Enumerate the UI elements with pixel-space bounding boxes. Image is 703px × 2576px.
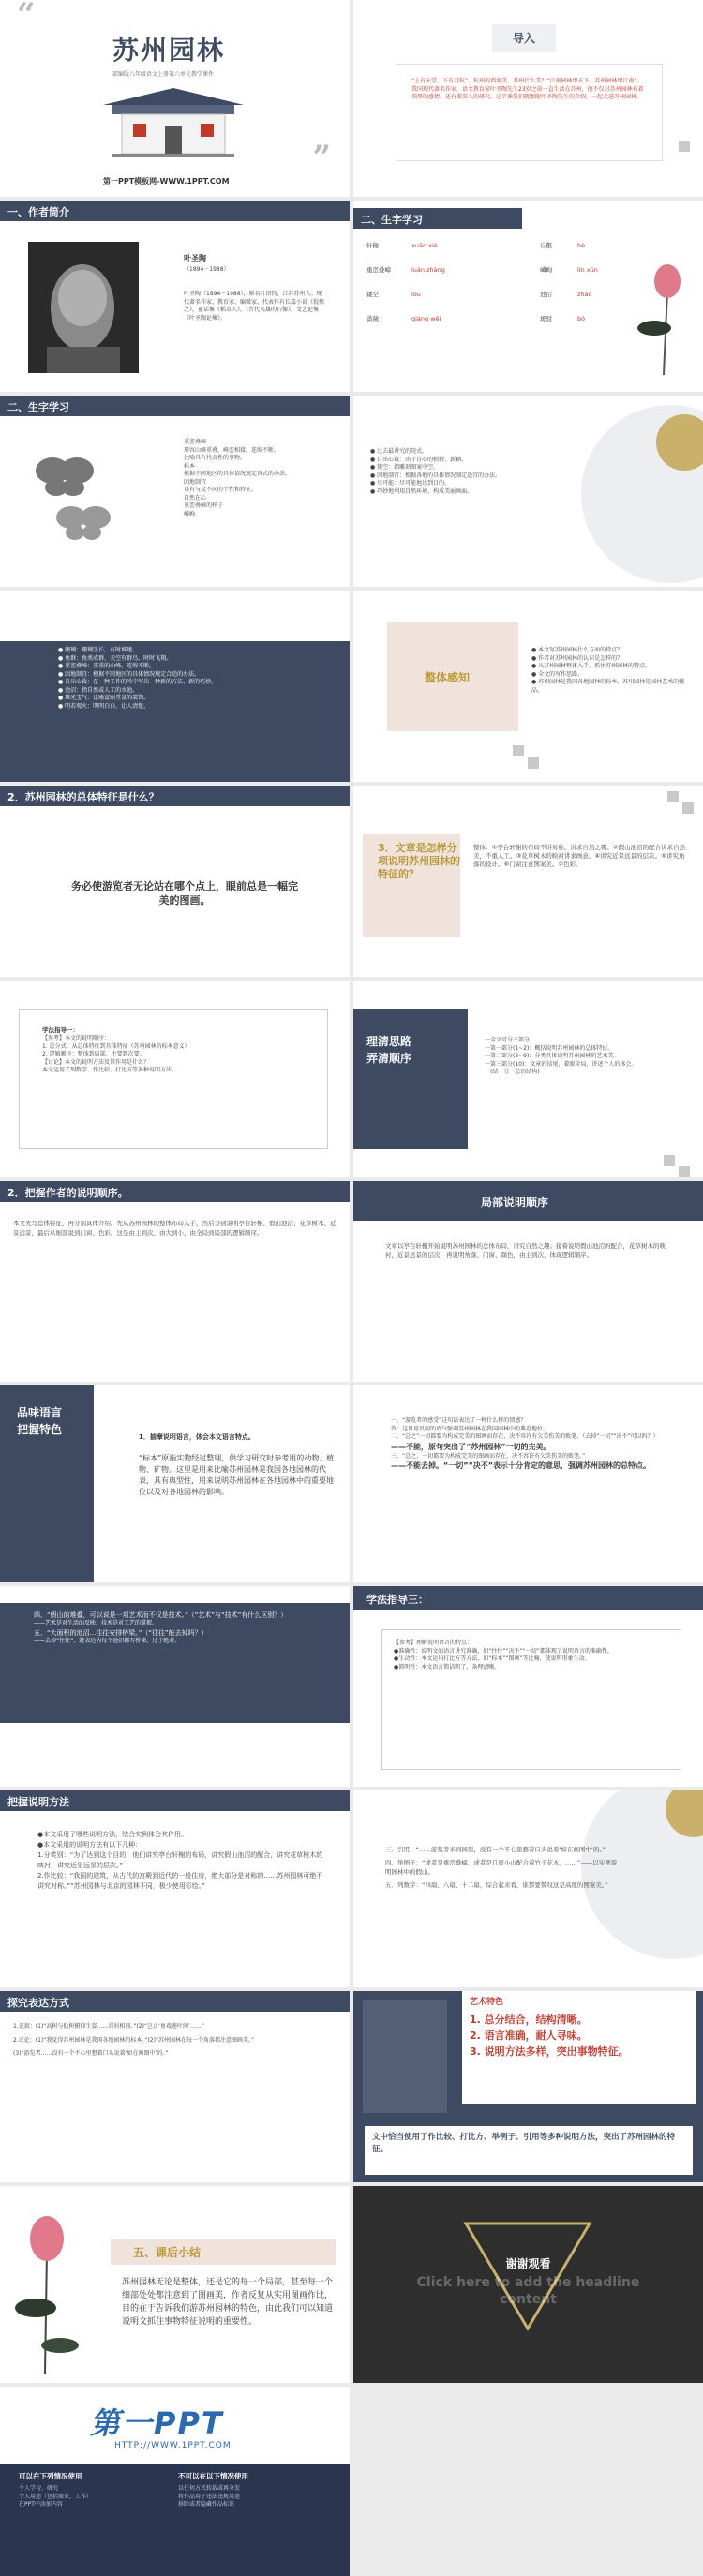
methods-line: ●本文采用了哪些说明方法，结合实例体会其作用。: [37, 1831, 188, 1838]
slide-summary: [0, 2186, 350, 2383]
deco-square: [667, 791, 679, 802]
language3-line: 四、“假山的堆叠，可以说是一项艺术而不仅是技术。”（“艺术”与“技术”有什么区别？）: [34, 1611, 288, 1619]
vocab2-header: 二、生字学习: [0, 396, 350, 416]
slide-order: [0, 1181, 350, 1382]
quote-open-icon: “: [17, 0, 36, 34]
vocab2-line: 自然在心: [184, 494, 207, 502]
explain-line: ● 过去最讲究的院式。: [370, 448, 428, 455]
language-question: 1．揣摩说明语言，体会本文语言特点。: [139, 1433, 255, 1441]
explain2-line: ● 因地制宜：根据不同地区的具体情况规定合适的办法。: [58, 670, 201, 678]
license-left-item: 个人学习、研究: [19, 2485, 59, 2492]
structure-line: 一全文可分三部分。: [485, 1037, 536, 1043]
deco-square: [513, 745, 524, 756]
method3-line: ●简明性：本文语言简洁明了，条理清晰。: [394, 1663, 501, 1670]
slide-overview: [353, 591, 703, 782]
deco-square: [679, 1166, 690, 1177]
deco-square: [664, 1155, 675, 1166]
expression-header: 探究表达方式: [0, 1991, 350, 2012]
overview-q1: ● 本文写苏州园林什么方面的特点？: [531, 647, 623, 653]
word-4-pinyin: lín xún: [577, 266, 598, 274]
slide-feature-detail: [353, 786, 703, 977]
vocab2-lines: [184, 439, 334, 518]
word-7: 蔷薇: [366, 315, 379, 322]
slide-art-features: [353, 1991, 703, 2182]
method1-line: 1. 总分式：从总体特征到具体特征（苏州园林的标本意义）: [42, 1042, 190, 1050]
word-7-pinyin: qiáng wēi: [411, 315, 441, 322]
method3-line: ●准确性：说明文的语言讲究准确，如“往往”“决不”“一切”都体现了说明语言的准确性。: [394, 1647, 613, 1655]
word-6-pinyin: zhǎo: [577, 291, 592, 298]
art-title: 艺术特色: [470, 1998, 504, 2007]
language2-line: ——不能，原句突出了“苏州园林”一切的完美。: [391, 1442, 551, 1451]
thanks-text: 谢谢观看: [505, 2257, 551, 2270]
local-order-text: 文章以亭台轩榭开始说明苏州园林的总体布局，讲究自然之趣；接着说明假山池沼的配合，花草树木的映衬，近景远景的层次，再说明角落、门窗、颜色，由主到次，体现逻辑顺序。: [385, 1242, 666, 1259]
slide-explain-methods: [0, 1790, 350, 1987]
summary-title: 五、课后小结: [133, 2246, 202, 2259]
method3-line: ●生动性：本文运用打比方等方法，如“标本”“图画”等比喻，使说明形象生动。: [394, 1655, 591, 1662]
vocab2-line: 重峦叠嶂: [184, 439, 207, 445]
slide-local-order: [353, 1181, 703, 1382]
explain-line: ● 因地制宜：根据各地的具体情况制定适宜的办法。: [370, 472, 501, 479]
methods-line: 1.分类别：“为了达到这个目的，他们讲究亭台轩榭的布局，讲究假山池沼的配合，讲究花草树木的映衬，讲究近景远景的层次。”: [37, 1851, 323, 1869]
lotus-illustration: [636, 253, 696, 375]
explain-line: ● 巧妙地利用自然环境，构成美丽画面。: [370, 487, 473, 495]
slide-language: [0, 1385, 350, 1582]
vocab2-line: 因地制宜: [184, 478, 207, 486]
slide-vocab-explain: [353, 396, 703, 587]
art-point: 2. 语言准确，耐人寻味。: [470, 2029, 588, 2042]
method1-line: 本文运用了列数字、作比较、打比方等多种说明方法。: [42, 1067, 178, 1073]
summary-text: 苏州园林无论是整体，还是它的每一个局部，甚至每一个细部处处都注意到了图画美，作者反复从实用图画作比，目的在于告诉我们游苏州园林的特色，由此我们可以知道说明文抓住事物特征说明的重要性。: [122, 2278, 334, 2327]
methods-line: 2.作比较：“我国的建筑，从古代的宫殿到近代的一般住房，绝大部分是对称的……苏州园林可绝不讲究对称。”“苏州园林与北京的园林不同，极少使用彩绘。”: [37, 1872, 323, 1890]
language2-list: [391, 1417, 663, 1472]
language3-line: 五、“大面积的池沼...往往安排桥梁。”（“往往”能去掉吗？）: [34, 1628, 208, 1637]
license-right-item: 以任何方式转载或再分发: [178, 2485, 241, 2492]
structure-line: 一第三部分(10)：文章的结尾，着眼全局，讲述个人的体会。: [485, 1060, 637, 1068]
language3-line: ——去掉“往往”，就表达为每个池沼都有桥梁，过于绝对。: [34, 1637, 181, 1644]
vocab-header: 二、生字学习: [353, 208, 522, 229]
language2-line: 答：这里用反问的语气强调苏州园林在我国园林中的典范地位。: [391, 1425, 549, 1432]
explain-line: ● 自出心裁：出于自心的独特、新颖。: [370, 456, 468, 463]
slide-method-1: [0, 981, 350, 1177]
author-bio: 叶圣陶（1894－1988），原名叶绍钧，江苏苏州人。现代著名作家、教育家、编辑家、代表作有长篇小说《倪焕之》，童话集《稻草人》，《古代英雄的石像》，文艺论集《叶圣陶论集》。: [184, 291, 325, 322]
slide-method-3: [353, 1586, 703, 1787]
methods2-line: 三．引用：“……游览者来到园里，没有一个不心里想着口头说着‘如在画图中’的。”: [385, 1846, 606, 1853]
language2-line: ——不能去掉。“一切”“决不”表示十分肯定的意思，强调苏州园林的总特点。: [391, 1461, 651, 1470]
expression-line: 1.记叙：(1)“高树与低树俯仰生姿……岩屑相间。”(2)“岂止‘鱼戏莲叶间’……”: [13, 2023, 204, 2029]
language-answer: “标本”原指实物经过整理，供学习研究时参考用的动物、植物、矿物。这里是用来比喻苏州园林是我国各地园林的代表，具有典型性，用来说明苏州园林在各地园林中的重要地位以及对各地园林的影响。: [139, 1454, 335, 1496]
slide-expression: [0, 1991, 350, 2182]
logo-text: 第一PPT: [90, 2405, 224, 2441]
intro-box: [396, 64, 663, 161]
feature-text: 务必使游览者无论站在哪个点上，眼前总是一幅完美的图画。: [71, 880, 298, 906]
overview-list: [531, 647, 693, 695]
order-header: 2．把握作者的说明顺序。: [0, 1181, 350, 1202]
lotus-illustration: [7, 2205, 92, 2374]
structure-line: 一(结一分一总的结构): [485, 1069, 540, 1075]
word-5: 镂空: [366, 291, 379, 298]
method1-line: 【讨论】本文的说明方法及其作用是什么？: [42, 1058, 150, 1066]
slide-vocab: [353, 201, 703, 392]
explain-line: ● 尽可能：尽可能地达到目的。: [370, 480, 451, 487]
overview-a2: ● 全文的写作思路。: [531, 670, 584, 678]
vocab2-line: 比喻具有代表性的事物。: [184, 455, 247, 461]
vocab2-line: 重峦叠嶂的样子: [184, 502, 224, 509]
word-6: 池沼: [540, 291, 552, 298]
license-left-item: 个人用途（包括商业、工作）: [19, 2493, 93, 2500]
thanks-subtext: Click here to add the headline content: [416, 2275, 640, 2307]
art-points: [470, 2012, 629, 2059]
slide-vocab-explain-2: [0, 591, 350, 782]
explain2-line: ● 鱼群：鱼类成群，天空有群鸟，时时飞翔。: [58, 654, 172, 662]
language3-list: [34, 1610, 315, 1645]
author-name: 叶圣陶: [184, 254, 206, 262]
building-illustration: [103, 84, 244, 159]
structure-title: 理清思路 弄清顺序: [366, 1035, 412, 1065]
structure-line: 一第一部分(1~2)：概括说明苏州园林的总体特征。: [485, 1044, 614, 1052]
language2-line: 一、“游览者的感受”这句话表达了一种什么样的情感？: [391, 1417, 527, 1424]
method3-title: 学法指导三：: [366, 1594, 428, 1606]
author-portrait: [28, 242, 139, 373]
slide-title: [0, 0, 350, 197]
word-1-pinyin: xuān xiè: [411, 242, 438, 249]
vocab2-line: 形容山峰重叠，峰峦相接，连绵不断。: [184, 446, 280, 454]
explain2-line: ● 重峦叠嶂：重重的山峰，连绵不断。: [58, 663, 156, 669]
art-image-placeholder: [363, 2000, 447, 2113]
explain2-line: ● 阑瑚：珊瑚生长，有时堆建。: [58, 647, 139, 653]
overview-a1: ● 从苏州园林整体入手，抓住苏州园林的特点。: [531, 663, 651, 669]
order-text: 本文先写总体特征，再分别具体介绍。先从苏州园林的整体布局入手，然后分别说明亭台轩榭、假山池沼、花草树木、近景远景，最后从细部说到门窗、色彩。这是由主到次、由大到小、由全局到局部的逻辑顺序。: [13, 1220, 337, 1236]
deco-square: [679, 141, 690, 152]
word-3: 重峦叠嶂: [366, 266, 391, 274]
slide-vocab-2: [0, 396, 350, 587]
methods2-line: 四．举例子：“或者是重峦叠嶂，或者是几座小山配合着竹子花木，……”——以实例说明园林中的假山。: [385, 1859, 618, 1876]
license-right: [178, 2471, 337, 2509]
author-years: （1894－1988）: [184, 266, 230, 273]
author-header: 一、作者简介: [0, 201, 350, 221]
slide-subtitle: 部编版八年级语文上册第六单元教学课件: [112, 71, 215, 78]
explain-line: ● 镂空：指雕刻图案中空。: [370, 464, 440, 471]
slide-language-2: [353, 1385, 703, 1582]
intro-text: “上有天堂，下有苏杭”，杭州的西湖美，苏州什么美？“江南园林甲天下，苏州园林甲江南”。我国现代著名作家，语文教育家叶圣陶先生23岁之前一直生活在苏州，他不仅对苏州园林有着深厚的感情，还有着深入的研究。这节课我们就跟随叶圣陶先生的介绍，一起走进苏州园林。: [411, 78, 644, 100]
license-right-item: 将作品用于违法违规用途: [178, 2493, 241, 2500]
word-5-pinyin: lòu: [411, 291, 421, 298]
art-point: 1. 总分结合，结构清晰。: [470, 2014, 588, 2026]
method3-box: [381, 1629, 681, 1770]
slide-methods-2: [353, 1790, 703, 1987]
word-4: 嶙峋: [540, 266, 552, 274]
local-order-title: 局部说明顺序: [481, 1196, 549, 1209]
license-right-title: 不可以在以下情况使用: [178, 2472, 248, 2480]
explain2-line: ● 自出心裁：在一种工作的当中写出一种新的方法、新的巧妙。: [58, 679, 217, 685]
slide-license: [0, 2387, 350, 2576]
art-summary: 文中恰当使用了作比较、打比方、举例子、引用等多种说明方法，突出了苏州园林的特征。: [365, 2126, 693, 2175]
vocab2-line: 具有与众不同的个性和特征。: [184, 487, 258, 493]
methods-line: ●本文采用的说明方法有以下几种：: [37, 1841, 142, 1849]
vocab2-line: 根据不同地区的具体情况规定各式的办法。: [184, 471, 292, 477]
expression-list: [13, 2023, 337, 2059]
overview-q2: ● 作者对苏州园林的认识是怎样的？: [531, 654, 623, 662]
feature-header: 2．苏州园林的总体特征是什么？: [0, 786, 350, 806]
art-point: 3. 说明方法多样，突出事物特征。: [470, 2045, 629, 2058]
license-left: [19, 2471, 159, 2509]
explain2-list: [58, 647, 339, 711]
methods-list: [37, 1830, 328, 1892]
structure-line: 一第二部分(3~9)：分类具体说明苏州园林的艺术美。: [485, 1053, 620, 1059]
methods2-list: [385, 1845, 620, 1890]
slide-author: [0, 201, 350, 392]
explain-list: [370, 448, 586, 496]
overview-title: 整体感知: [425, 671, 471, 684]
word-2: 丘壑: [540, 242, 552, 249]
language2-line: 三、“总之，一切都要为构成完美的图画而存在，决不容许有欠美伤美的败笔。”: [391, 1452, 586, 1460]
slide-feature: [0, 786, 350, 977]
license-left-title: 可以在下列情况使用: [19, 2472, 82, 2480]
structure-list: [485, 1037, 649, 1077]
slide-language-3: [0, 1586, 350, 1787]
word-8-pinyin: bó: [577, 315, 586, 322]
detail-question: 3．文章是怎样分项说明苏州园林的特征的？: [378, 842, 460, 880]
language3-line: ——艺术是对生活的反映，技术是对工艺的掌握。: [34, 1620, 158, 1626]
vocab2-line: 嶙峋: [184, 510, 196, 517]
language2-line: 二、“总之”一切都要为构成完美的图画而存在，决不容许有欠美伤美的败笔。（去掉“一切”“决不”可以吗？）: [391, 1433, 659, 1440]
slide-intro: [353, 0, 703, 197]
license-right-item: 移除或者隐藏作品标识: [178, 2501, 235, 2508]
expression-line: (3)“游览者……没有一个不心里想着口头说着‘如在画图中’的。”: [13, 2050, 169, 2057]
language-title: 品味语言 把握特色: [17, 1406, 63, 1436]
explain2-line: ● 池沼：指自然或人工的水池。: [58, 686, 139, 694]
vocab2-line: 标本: [184, 462, 196, 470]
license-left-item: 在PPT中添加内容: [19, 2501, 63, 2508]
word-2-pinyin: hè: [577, 242, 586, 249]
intro-title: 导入: [492, 24, 556, 52]
slide-title-text: 苏州园林: [112, 35, 226, 66]
logo-url: HTTP://WWW.1PPT.COM: [114, 2441, 232, 2450]
word-3-pinyin: luán zhàng: [411, 266, 445, 274]
butterfly-illustration: [24, 448, 127, 551]
overview-a3: ● 苏州园林是我国各地园林的标本。苏州园林是园林艺术的精品。: [531, 679, 685, 694]
slide-structure: [353, 981, 703, 1177]
method1-box: [19, 1009, 328, 1149]
deco-square: [682, 802, 694, 814]
word-8: 斑驳: [540, 315, 552, 322]
structure-panel: [353, 1009, 468, 1149]
slide-thanks: [353, 2186, 703, 2383]
expression-line: 2.议论：(1)“我觉得苏州园林是我国各地园林的标本。”(2)“苏州园林在每一个角落都注意图画美。”: [13, 2036, 255, 2044]
method1-line: 【参考】本文的说明顺序：: [42, 1035, 111, 1041]
website-label: 第一PPT模板网-WWW.1PPT.COM: [103, 177, 230, 186]
method3-line: 【参考】理解说明语言的特点：: [394, 1640, 473, 1646]
methods-header: 把握说明方法: [0, 1790, 350, 1811]
deco-square: [528, 757, 539, 769]
method1-line: 2. 逻辑顺序：整体到局部，主要到次要。: [42, 1051, 145, 1057]
explain2-line: ● 明若观火：明明白白，让人清楚。: [58, 702, 150, 710]
method1-title: 学法指导一：: [42, 1026, 79, 1034]
methods2-line: 五．列数字：“四扇、八扇、十二扇，综合起来看，谁都要赞叹这是高度的图案美。”: [385, 1881, 608, 1889]
detail-answer: 整体：①亭台轩榭的布局不讲对称，讲求自然之趣。②假山池沼的配合讲求自然美，不重人工。③花草树木的映衬讲求画意。④讲究近景远景的层次。⑤讲究角落的设计。⑥门窗注意图案美。②色彩。: [473, 844, 686, 868]
word-1: 轩榭: [366, 242, 379, 249]
explain2-line: ● 珠光宝气：比喻富丽堂皇的装饰。: [58, 695, 150, 701]
quote-close-icon: ”: [312, 139, 331, 176]
